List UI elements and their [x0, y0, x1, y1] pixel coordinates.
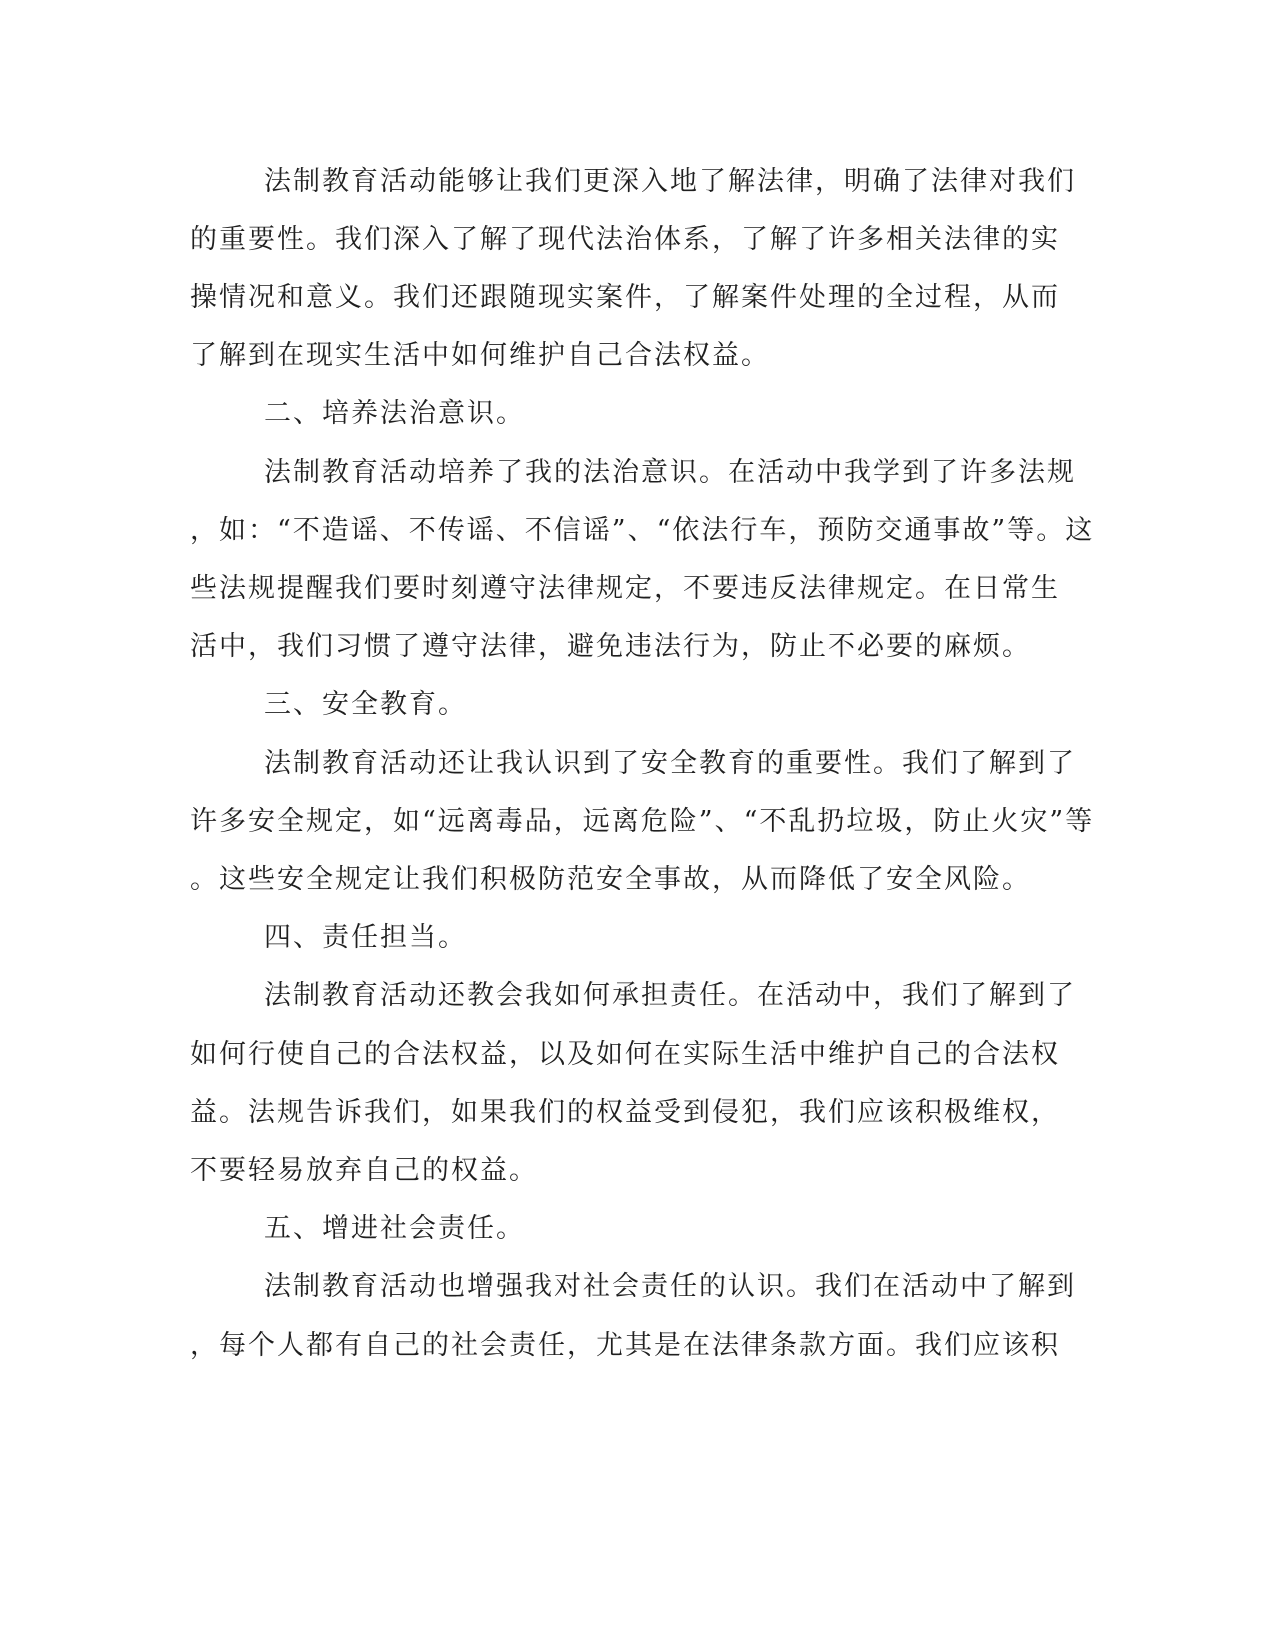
- text-line: 不要轻易放弃自己的权益。: [190, 1155, 538, 1186]
- text-line: 如何行使自己的合法权益，以及如何在实际生活中维护自己的合法权: [190, 1039, 1060, 1070]
- text-line: 的重要性。我们深入了解了现代法治体系，了解了许多相关法律的实: [190, 224, 1060, 255]
- section-heading: 三、安全教育。: [264, 689, 467, 720]
- text-line: 活中，我们习惯了遵守法律，避免违法行为，防止不必要的麻烦。: [190, 631, 1031, 662]
- text-line: ，每个人都有自己的社会责任，尤其是在法律条款方面。我们应该积: [190, 1330, 1060, 1361]
- text-line: 益。法规告诉我们，如果我们的权益受到侵犯，我们应该积极维权，: [190, 1097, 1060, 1128]
- text-line: 些法规提醒我们要时刻遵守法律规定，不要违反法律规定。在日常生: [190, 573, 1060, 604]
- text-line: 法制教育活动也增强我对社会责任的认识。我们在活动中了解到: [264, 1271, 1076, 1302]
- section-heading: 五、增进社会责任。: [264, 1213, 525, 1244]
- text-line: 了解到在现实生活中如何维护自己合法权益。: [190, 340, 770, 371]
- text-line: 法制教育活动还教会我如何承担责任。在活动中，我们了解到了: [264, 980, 1076, 1011]
- text-line: 法制教育活动能够让我们更深入地了解法律，明确了法律对我们: [264, 166, 1076, 197]
- section-heading: 四、责任担当。: [264, 922, 467, 953]
- section-heading: 二、培养法治意识。: [264, 398, 525, 429]
- text-line: 操情况和意义。我们还跟随现实案件，了解案件处理的全过程，从而: [190, 282, 1060, 313]
- text-line: 。这些安全规定让我们积极防范安全事故，从而降低了安全风险。: [190, 864, 1031, 895]
- text-line: 许多安全规定，如“远离毒品，远离危险”、“不乱扔垃圾，防止火灾”等: [190, 806, 1095, 837]
- text-line: ，如：“不造谣、不传谣、不信谣”、“依法行车，预防交通事故”等。这: [190, 515, 1095, 546]
- text-line: 法制教育活动还让我认识到了安全教育的重要性。我们了解到了: [264, 748, 1076, 779]
- text-line: 法制教育活动培养了我的法治意识。在活动中我学到了许多法规: [264, 457, 1076, 488]
